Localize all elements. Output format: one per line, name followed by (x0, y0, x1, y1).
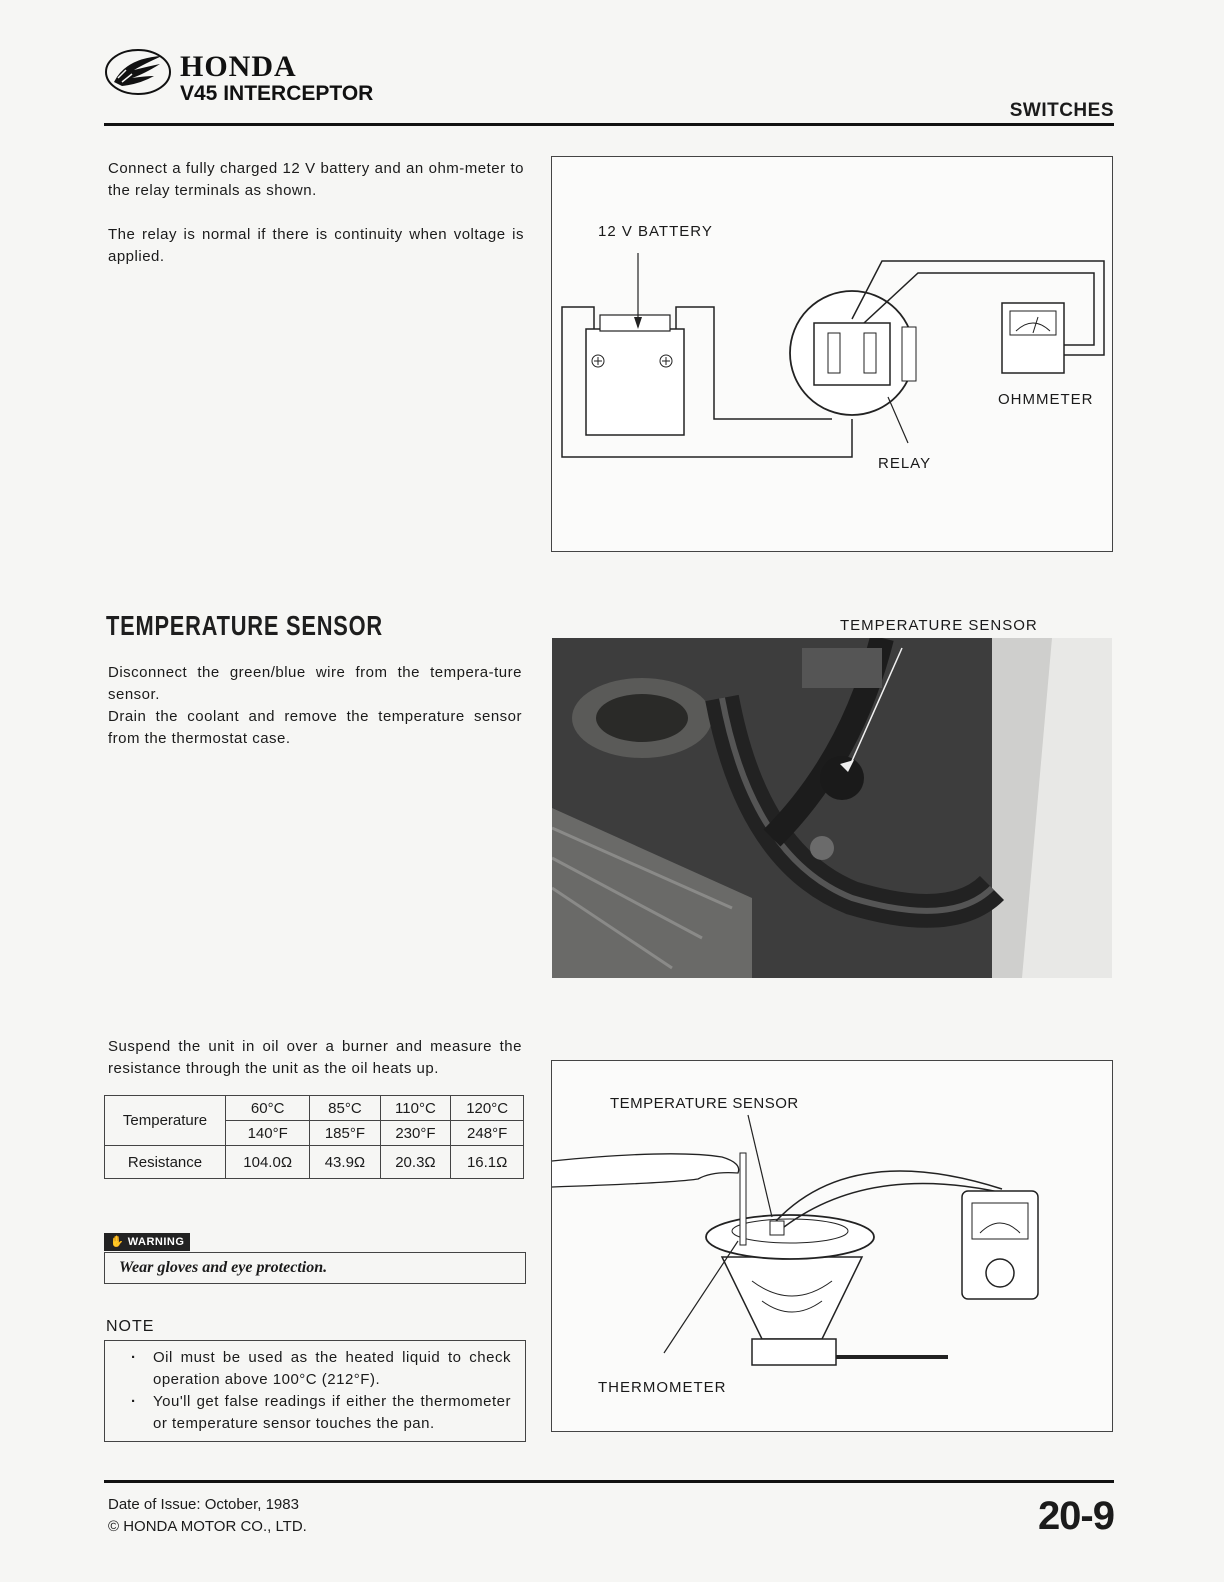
resistance-cell: 43.9Ω (310, 1146, 380, 1179)
resistance-label-cell: Resistance (105, 1146, 226, 1179)
celsius-cell: 120°C (451, 1096, 524, 1121)
measurement-paragraph: Suspend the unit in oil over a burner and measure the resistance through the unit as the oil heats up. (108, 1038, 522, 1077)
sensor-paragraph-1: Disconnect the green/blue wire from the tempera-ture sensor. (108, 664, 522, 703)
engine-photo-image (552, 638, 1112, 978)
relay-instructions (108, 158, 524, 268)
note-box (104, 1340, 526, 1442)
sensor-test-figure (551, 1060, 1113, 1432)
fahrenheit-cell: 185°F (310, 1121, 380, 1146)
sensor-instructions (108, 662, 522, 750)
section-title: SWITCHES (1009, 100, 1114, 121)
relay-paragraph-2: The relay is normal if there is continuity when voltage is applied. (108, 226, 524, 265)
relay-label: RELAY (878, 455, 932, 472)
header-rule (104, 123, 1114, 126)
resistance-cell: 16.1Ω (451, 1146, 524, 1179)
note-title: NOTE (106, 1318, 155, 1335)
relay-test-figure (551, 156, 1113, 552)
warning-block (104, 1232, 526, 1284)
copyright: © HONDA MOTOR CO., LTD. (108, 1518, 307, 1535)
hand-icon: ✋ (110, 1236, 125, 1248)
resistance-cell: 104.0Ω (226, 1146, 310, 1179)
fahrenheit-cell: 230°F (380, 1121, 451, 1146)
ohmmeter-label: OHMMETER (998, 391, 1094, 408)
resistance-table (104, 1095, 524, 1179)
relay-paragraph-1: Connect a fully charged 12 V battery and an ohm-meter to the relay terminals as shown. (108, 160, 524, 199)
celsius-cell: 60°C (226, 1096, 310, 1121)
footer-rule (104, 1480, 1114, 1483)
page-number: 20-9 (1037, 1494, 1114, 1538)
celsius-cell: 85°C (310, 1096, 380, 1121)
celsius-cell: 110°C (380, 1096, 451, 1121)
temperature-label-cell: Temperature (105, 1096, 226, 1146)
honda-wing-logo-icon (104, 48, 172, 96)
table-row (105, 1096, 524, 1121)
table-row (105, 1146, 524, 1179)
honda-logo (104, 48, 172, 96)
thermometer-label: THERMOMETER (598, 1379, 727, 1396)
photo-sensor-label: TEMPERATURE SENSOR (840, 617, 1038, 634)
warning-text: Wear gloves and eye protection. (104, 1252, 526, 1284)
note-item: · You'll get false readings if either the thermometer or temperature sensor touches the pan. (127, 1391, 511, 1435)
model-name: V45 INTERCEPTOR (180, 82, 374, 105)
fahrenheit-cell: 140°F (226, 1121, 310, 1146)
engine-photo (552, 638, 1112, 978)
warning-badge (104, 1233, 190, 1251)
temperature-sensor-heading: TEMPERATURE SENSOR (106, 610, 383, 641)
fahrenheit-cell: 248°F (451, 1121, 524, 1146)
warning-badge-label: WARNING (127, 1236, 185, 1248)
relay-wiring-diagram (552, 157, 1112, 551)
brand-name: HONDA (180, 50, 297, 83)
note-item: · Oil must be used as the heated liquid to check operation above 100°C (212°F). (127, 1347, 511, 1391)
sensor-figure-label: TEMPERATURE SENSOR (610, 1095, 799, 1112)
sensor-paragraph-2: Drain the coolant and remove the temperature sensor from the thermostat case. (108, 708, 522, 747)
oil-bath-diagram (552, 1061, 1112, 1431)
battery-label: 12 V BATTERY (598, 223, 713, 240)
issue-date: Date of Issue: October, 1983 (108, 1496, 299, 1513)
resistance-cell: 20.3Ω (380, 1146, 451, 1179)
